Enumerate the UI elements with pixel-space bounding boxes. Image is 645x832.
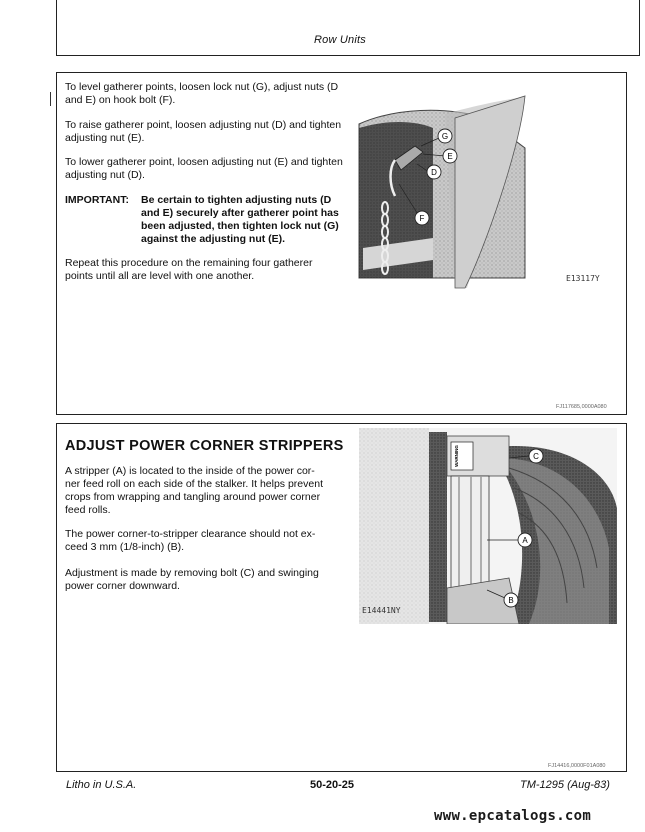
svg-text:C: C: [533, 452, 539, 461]
important-note: [141, 194, 356, 246]
svg-text:G: G: [441, 132, 449, 141]
section-heading: ADJUST POWER CORNER STRIPPERS: [65, 438, 344, 454]
revision-bar: [50, 92, 51, 106]
important-line: and E) securely after gatherer point has: [141, 207, 339, 219]
callout-d: [427, 165, 441, 179]
footer-litho: Litho in U.S.A.: [66, 779, 137, 791]
page-header-title: Row Units: [314, 34, 366, 46]
text-line: ceed 3 mm (1/8-inch) (B).: [65, 541, 185, 553]
gatherer-point-figure: [355, 88, 617, 293]
paragraph-lower-gatherer: To lower gatherer point, loosen adjusting nut (E) and tighten adjusting nut (D).: [65, 156, 343, 181]
paragraph-level-gatherer: To level gatherer points, loosen lock nut (G), adjust nuts (D and E) on hook bolt (F).: [65, 81, 339, 106]
important-line: Be certain to tighten adjusting nuts (D: [141, 194, 332, 206]
text-line: The power corner-to-stripper clearance should not ex-: [65, 528, 316, 540]
important-line: been adjusted, then tighten lock nut (G): [141, 220, 339, 232]
figure-id-e13117y: E13117Y: [566, 274, 600, 283]
power-corner-figure: [359, 428, 617, 624]
text-line: crops from wrapping and tangling around power corner: [65, 491, 321, 503]
svg-text:F: F: [419, 214, 425, 223]
paragraph-clearance: [65, 528, 350, 554]
repeat-line: Repeat this procedure on the remaining four gatherer: [65, 257, 313, 269]
text-line: Adjustment is made by removing bolt (C) and swinging: [65, 567, 319, 579]
page-header-frame: [56, 0, 640, 56]
svg-text:B: B: [508, 596, 514, 605]
callout-e: [443, 149, 457, 163]
text-line: power corner downward.: [65, 580, 180, 592]
callout-b: [504, 593, 518, 607]
footer-manual-id: TM-1295 (Aug-83): [520, 779, 610, 791]
callout-c: [529, 449, 543, 463]
paragraph-adjustment: [65, 567, 350, 593]
callout-f: [415, 211, 429, 225]
svg-text:E: E: [447, 152, 453, 161]
svg-text:A: A: [522, 536, 528, 545]
decal-warning-text: WARNING: [454, 445, 459, 467]
paragraph-stripper-location: [65, 465, 350, 517]
paragraph-repeat-procedure: [65, 257, 355, 283]
important-line: against the adjusting nut (E).: [141, 233, 286, 245]
svg-text:D: D: [431, 168, 437, 177]
text-line: feed rolls.: [65, 504, 111, 516]
reference-code: FJ117685,0000A080: [556, 404, 607, 410]
text-line: A stripper (A) is located to the inside of the power cor-: [65, 465, 315, 477]
footer-page-number: 50-20-25: [310, 779, 355, 791]
callout-g: [438, 129, 452, 143]
text-line: ner feed roll on each side of the stalker. It helps prevent: [65, 478, 323, 490]
reference-code: FJ14416,0000F01A080: [548, 763, 606, 769]
callout-a: [518, 533, 532, 547]
repeat-line: points until all are level with one another.: [65, 270, 255, 282]
figure-id-e14441ny: E14441NY: [362, 606, 401, 615]
important-label: IMPORTANT:: [65, 194, 129, 206]
watermark-url: www.epcatalogs.com: [434, 808, 592, 824]
paragraph-raise-gatherer: To raise gatherer point, loosen adjusting nut (D) and tighten adjusting nut (E).: [65, 119, 342, 144]
